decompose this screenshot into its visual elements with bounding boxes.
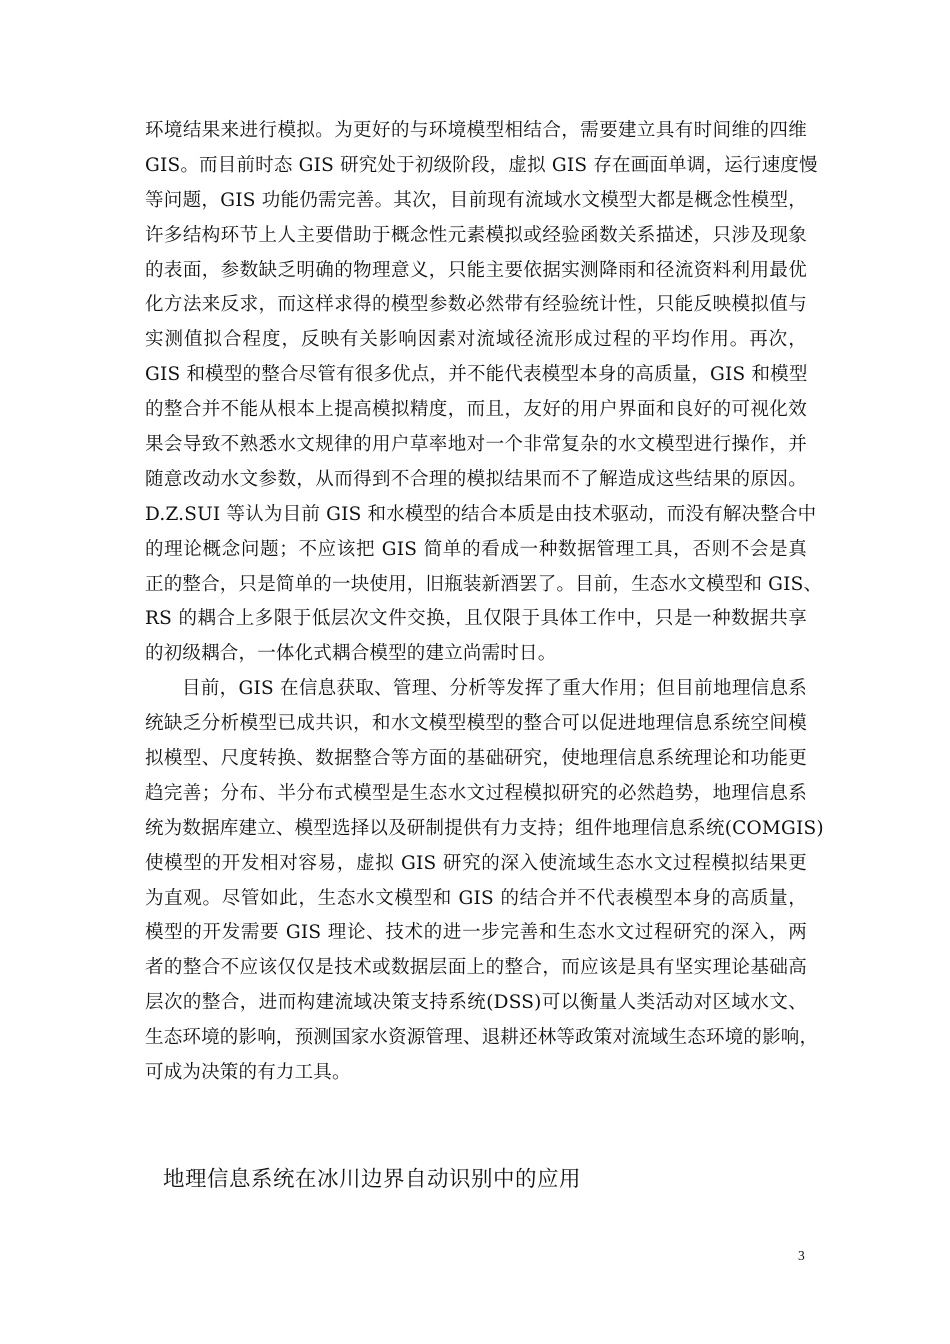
text-line: 等问题，GIS 功能仍需完善。其次，目前现有流域水文模型大都是概念性模型， <box>145 189 807 211</box>
text-line: 者的整合不应该仅仅是技术或数据层面上的整合，而应该是具有坚实理论基础高 <box>145 957 807 979</box>
text-line: 使模型的开发相对容易，虚拟 GIS 研究的深入使流域生态水文过程模拟结果更 <box>145 852 807 874</box>
text-line: 果会导致不熟悉水文规律的用户草率地对一个非常复杂的水文模型进行操作，并 <box>145 434 807 456</box>
text-line: 的表面，参数缺乏明确的物理意义，只能主要依据实测降雨和径流资料利用最优 <box>145 259 807 281</box>
text-line: 层次的整合，进而构建流域决策支持系统(DSS)可以衡量人类活动对区域水文、 <box>145 992 807 1014</box>
text-line: 的初级耦合，一体化式耦合模型的建立尚需时日。 <box>145 643 557 665</box>
text-line: 趋完善；分布、半分布式模型是生态水文过程模拟研究的必然趋势，地理信息系 <box>145 782 807 804</box>
text-line: GIS。而目前时态 GIS 研究处于初级阶段，虚拟 GIS 存在画面单调，运行速度慢 <box>145 154 818 176</box>
text-line: 拟模型、尺度转换、数据整合等方面的基础研究，使地理信息系统理论和功能更 <box>145 748 807 770</box>
text-line: 许多结构环节上人主要借助于概念性元素模拟或经验函数关系描述，只涉及现象 <box>145 224 807 246</box>
text-line: 统为数据库建立、模型选择以及研制提供有力支持；组件地理信息系统(COMGIS) <box>145 817 824 839</box>
text-line: 实测值拟合程度，反映有关影响因素对流域径流形成过程的平均作用。再次， <box>145 329 807 351</box>
text-line: 的理论概念问题；不应该把 GIS 简单的看成一种数据管理工具，否则不会是真 <box>145 538 807 560</box>
text-line: 环境结果来进行模拟。为更好的与环境模型相结合，需要建立具有时间维的四维 <box>145 120 807 141</box>
text-line: D.Z.SUI 等认为目前 GIS 和水模型的结合本质是由技术驱动，而没有解决整合中 <box>145 503 817 525</box>
text-line: 生态环境的影响，预测国家水资源管理、退耕还林等政策对流域生态环境的影响， <box>145 1027 819 1049</box>
text-line: 正的整合，只是简单的一块使用，旧瓶装新酒罢了。目前，生态水文模型和 GIS、 <box>145 573 823 595</box>
text-line: 目前，GIS 在信息获取、管理、分析等发挥了重大作用；但目前地理信息系 <box>182 678 807 700</box>
text-line: 的整合并不能从根本上提高模拟精度，而且，友好的用户界面和良好的可视化效 <box>145 399 807 421</box>
text-line: 可成为决策的有力工具。 <box>145 1062 351 1084</box>
body-text <box>145 114 824 1091</box>
text-line: 模型的开发需要 GIS 理论、技术的进一步完善和生态水文过程研究的深入，两 <box>145 922 807 944</box>
text-line: 为直观。尽管如此，生态水文模型和 GIS 的结合并不代表模型本身的高质量， <box>145 887 807 909</box>
page-number: 3 <box>798 1248 805 1263</box>
text-line: 化方法来反求，而这样求得的模型参数必然带有经验统计性，只能反映模拟值与 <box>145 294 807 316</box>
text-line: RS 的耦合上多限于低层次文件交换，且仅限于具体工作中，只是一种数据共享 <box>145 608 807 630</box>
section-heading: 地理信息系统在冰川边界自动识别中的应用 <box>163 1167 582 1192</box>
text-line: 随意改动水文参数，从而得到不合理的模拟结果而不了解造成这些结果的原因。 <box>145 468 807 490</box>
paragraph-2 <box>145 672 824 1091</box>
paragraph-1 <box>145 114 823 672</box>
text-line: GIS 和模型的整合尽管有很多优点，并不能代表模型本身的高质量，GIS 和模型 <box>145 364 808 386</box>
text-line: 统缺乏分析模型已成共识，和水文模型模型的整合可以促进地理信息系统空间模 <box>145 713 807 735</box>
